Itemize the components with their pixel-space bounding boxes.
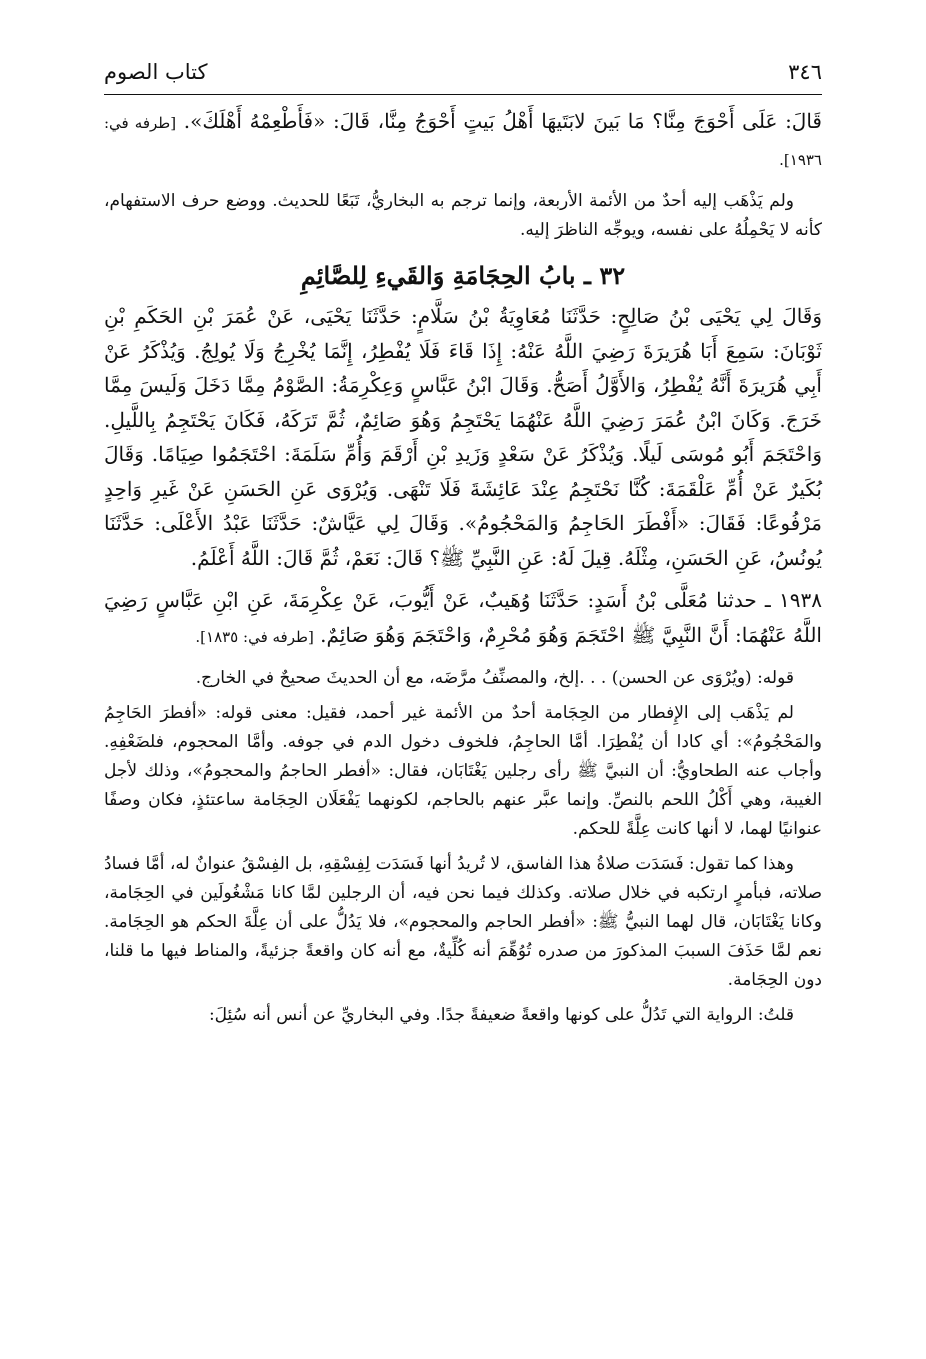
hadith-text: قَالَ: عَلَى أَحْوَجَ مِنَّا؟ مَا بَينَ لابَتَيهَا أَهْلُ بَيتٍ أَحْوَجُ مِنَّا، قَالَ: «فَأَطْعِمْهُ أَهْلَكَ».: [183, 109, 822, 133]
running-header: [104, 56, 822, 88]
chapter-narrations: وَقَالَ لِي يَحْيَى بْنُ صَالِحٍ: حَدَّثَنَا مُعَاوِيَةُ بْنُ سَلَّامٍ: حَدَّثَنَا يَحْيَى، عَنْ عُمَرَ بْنِ الحَكَمِ بْنِ ثَوْبَانَ: سَمِعَ أَبَا هُرَيرَةَ رَضِيَ اللَّهُ عَنْهُ: إِذَا قَاءَ فَلَا يُفْطِرُ، إِنَّمَا يُخْرِجُ وَلَا يُولِجُ. وَيُذْكَرُ عَنْ أَبِي هُرَيرَةَ أَنَّهُ يُفْطِرُ، وَالأَوَّلُ أَصَحُّ. وَقَالَ ابْنُ عَبَّاسٍ وَعِكْرِمَةُ: الصَّوْمُ مِمَّا دَخَلَ وَلَيسَ مِمَّا خَرَجَ. وَكَانَ ابْنُ عُمَرَ رَضِيَ اللَّهُ عَنْهُمَا يَحْتَجِمُ وَهُوَ صَائِمٌ، ثُمَّ تَرَكَهُ، فَكَانَ يَحْتَجِمُ بِاللَّيلِ. وَاحْتَجَمَ أَبُو مُوسَى لَيلًا. وَيُذْكَرُ عَنْ سَعْدٍ وَزَيدِ بْنِ أَرْقَمَ وَأُمِّ سَلَمَةَ: احْتَجَمُوا صِيَامًا. وَقَالَ بُكَيرٌ عَنْ أُمِّ عَلْقَمَةَ: كُنَّا نَحْتَجِمُ عِنْدَ عَائِشَةَ فَلَا تَنْهَى. وَيُرْوَى عَنِ الحَسَنِ عَنْ غَيرِ وَاحِدٍ مَرْفُوعًا: فَقَالَ: «أَفْطَرَ الحَاجِمُ وَالمَحْجُومُ». وَقَالَ لِي عَيَّاشٌ: حَدَّثَنَا عَبْدُ الأَعْلَى: حَدَّثَنَا يُونُسُ، عَنِ الحَسَنِ، مِثْلَهُ. قِيلَ لَهُ: عَنِ النَّبِيِّ ﷺ؟ قَالَ: نَعَمْ، ثُمَّ قَالَ: اللَّهُ أَعْلَمُ.: [104, 304, 823, 570]
commentary-paragraph: قوله: (ويُرْوَى عن الحسن) . . .إلخ، والمصنِّفُ مرَّضَه، مع أن الحديثَ صحيحٌ في الخارج.: [195, 668, 794, 688]
commentary-paragraph: قلتُ: الرواية التي تَدُلُّ على كونها واقعةً ضعيفةً جدًا. وفي البخاريِّ عن أنس أنه سُئِلَ:: [208, 1005, 794, 1025]
hadith-continuation: [104, 104, 822, 177]
commentary-paragraph: ولم يَذْهَب إليه أحدٌ من الأئمة الأربعة، وإنما ترجم به البخاريُّ، تَبَعًا للحديث. ووضع حرف الاستفهام، كأنه لا يَحْمِلُهُ على نفسه، ويوجِّه الناظرَ إليه.: [104, 191, 822, 240]
chapter-heading: ٣٢ ـ بابُ الحِجَامَةِ وَالقَيءِ لِلصَّائِمِ: [300, 261, 626, 290]
commentary-paragraph: وهذا كما تقول: فَسَدَت صلاةُ هذا الفاسق، لا تُريدُ أنها فَسَدَت لِفِسْقِهِ، بل الفِسْقُ عنوانٌ له، أمَّا فسادُ صلاته، فبأمرٍ ارتكبه في خلال صلاته. وكذلك فيما نحن فيه، أن الرجلين لمَّا كانا مَشْغُولَين في الحِجَامة، وكانا يَغْتَابَان، قال لهما النبيُّ ﷺ: «أفطر الحاجم والمحجوم»، فلا يَدُلُّ على أن عِلَّةَ الحكم هو الحِجَامة. نعم لمَّا حَذَفَ السببَ المذكورَ من صدره تُوُهِّمَ أنه كُلِّيةٌ، مع أنه كان واقعةً جزئيةً، والمناط فيها ما قلنا، دون الحِجَامة.: [104, 854, 822, 990]
header-divider: [104, 94, 822, 95]
hadith-text: ١٩٣٨ ـ حدثنا مُعَلَّى بْنُ أَسَدٍ: حَدَّثَنَا وُهَيبٌ، عَنْ أَيُّوبَ، عَنْ عِكْرِمَةَ، عَنِ ابْنِ عَبَّاسٍ رَضِيَ اللَّهُ عَنْهُمَا: أَنَّ النَّبِيَّ ﷺ احْتَجَمَ وَهُوَ مُحْرِمٌ، وَاحْتَجَمَ وَهُوَ صَائِمٌ.: [104, 588, 822, 647]
cross-reference: [طرفه في: ١٨٣٥].: [195, 627, 314, 646]
page-number: ٣٤٦: [788, 60, 822, 84]
hadith-1938: [104, 583, 822, 654]
cross-reference: [طرفه في: ١٩٣٦].: [104, 114, 822, 169]
book-title: كتاب الصوم: [104, 60, 208, 84]
page-body: [104, 104, 822, 1030]
commentary-paragraph: لم يَذْهَب إلى الإِفطار من الحِجَامة أحدٌ من الأئمة غير أحمد، فقيل: معنى قوله: «أفطرَ الحَاجِمُ والمَحْجُومُ»: أي كادا أن يُفْطِرَا. أمَّا الحاجِمُ، فلخوف دخول الدم في جوفه. وأمَّا المحجوم، فلضَعْفِهِ. وأجاب عنه الطحاويُّ: أن النبيَّ ﷺ رأى رجلين يَغْتَابَان، فقال: «أفطر الحاجمُ والمحجومُ»، وذلك لأجل الغيبة، وهي أَكْلُ اللحم بالنصِّ. وإنما عبَّر عنهم بالحاجم، لكونهما يَفْعَلَان الحِجَامة ساعتئذٍ، فكان وصفًا عنوانيًا لهما، لا أنها كانت عِلَّةً للحكم.: [104, 703, 822, 839]
